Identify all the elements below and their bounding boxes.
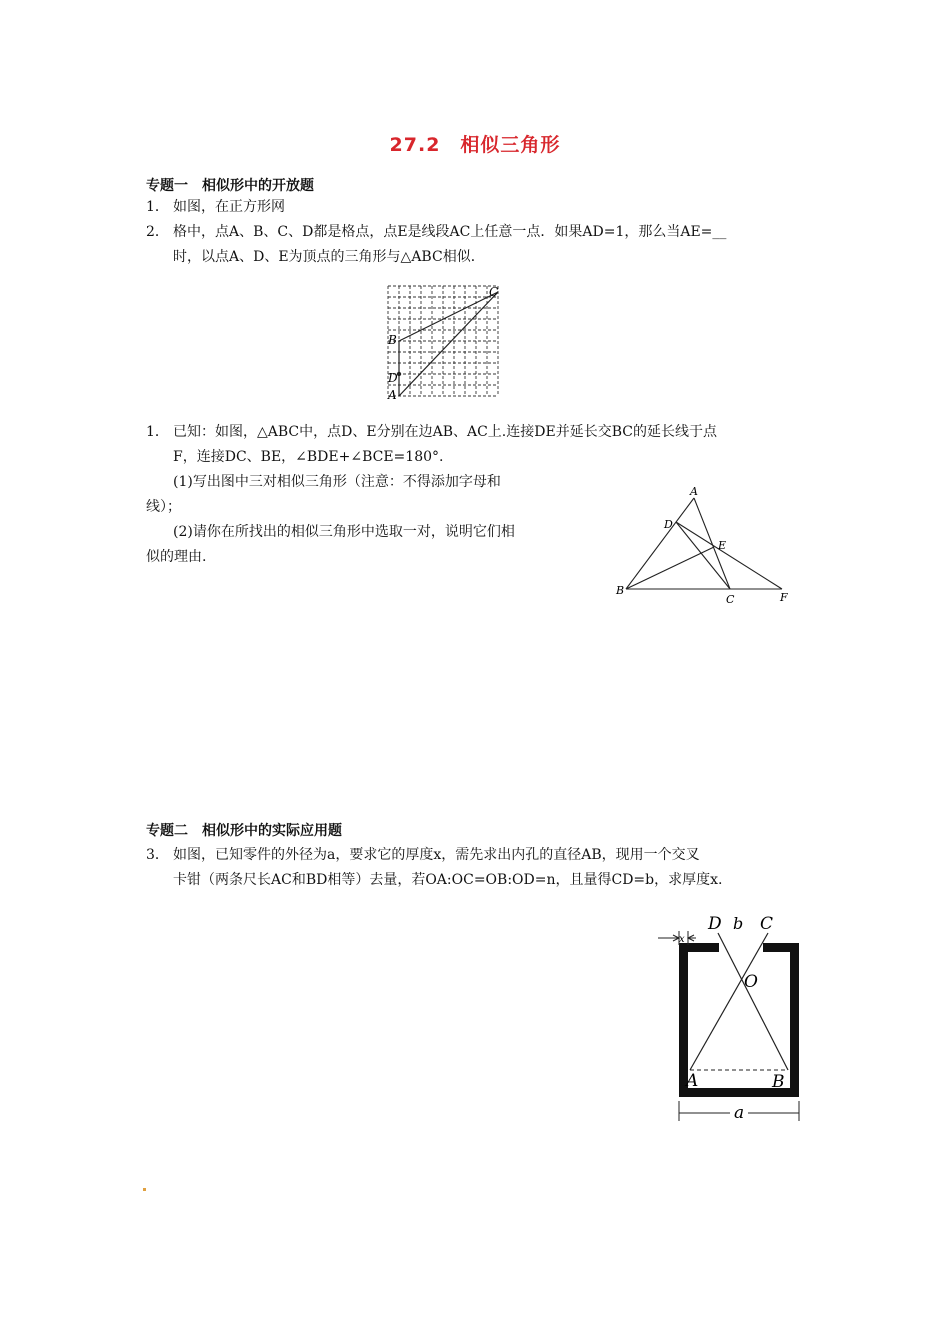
label-d: D (664, 518, 673, 531)
page-title: 27.2 相似三角形 (389, 134, 561, 156)
decorative-dot (143, 1188, 146, 1191)
section-heading-2: 专题二 相似形中的实际应用题 (146, 823, 342, 839)
label-f: F (780, 591, 788, 604)
grid-lines (388, 286, 498, 396)
label-a: A (686, 1071, 699, 1091)
question-text: 已知：如图，△ABC中，点D、E分别在边AB、AC上.连接DE并延长交BC的延长线于点 (173, 424, 717, 440)
question-text: 如图，在正方形网 (173, 199, 285, 215)
question-3-line-2: F，连接DC、BE，∠BDE+∠BCE=180°. (173, 449, 444, 465)
question-4 (146, 845, 700, 865)
triangle-lines (626, 498, 782, 589)
label-b: B (388, 333, 397, 347)
question-3-part-2: (2)请你在所找出的相似三角形中选取一对，说明它们相 (173, 524, 515, 540)
label-o: O (744, 972, 758, 992)
label-b: B (616, 584, 625, 597)
triangle-figure (612, 484, 798, 606)
question-3-part-1: (1)写出图中三对相似三角形（注意：不得添加字母和 (173, 474, 501, 490)
question-2 (146, 222, 726, 242)
question-number: 1． (146, 424, 169, 440)
question-2-line-2: 时，以点A、D、E为顶点的三角形与△ABC相似． (173, 249, 485, 265)
question-text: 格中，点A、B、C、D都是格点，点E是线段AC上任意一点．如果AD=1，那么当AE=__ (173, 224, 727, 240)
label-c: C (726, 593, 735, 606)
label-a-length: a (734, 1103, 745, 1123)
question-number: 3． (146, 847, 169, 863)
grid-figure (384, 282, 506, 404)
question-number: 2． (146, 224, 169, 240)
label-d: D (708, 914, 722, 934)
question-3-part-2-cont: 似的理由. (146, 549, 207, 565)
label-x: x (679, 934, 685, 945)
question-4-line-2: 卡钳（两条尺长AC和BD相等）去量，若OA:OC=OB:OD=n，且量得CD=b，求厚度x. (173, 872, 723, 888)
label-e: E (718, 539, 727, 552)
label-c: C (760, 914, 774, 934)
question-text: 如图，已知零件的外径为a，要求它的厚度x，需先求出内孔的直径AB，现用一个交叉 (173, 847, 700, 863)
thickness-marker (658, 931, 696, 945)
caliper-arms (690, 933, 788, 1070)
label-b-point: B (772, 1072, 785, 1092)
question-number: 1． (146, 199, 169, 215)
label-b: b (733, 914, 744, 933)
question-1 (146, 197, 285, 217)
question-3-part-1-cont: 线）； (146, 499, 181, 515)
label-d: D (388, 371, 398, 385)
label-c: C (489, 285, 499, 299)
label-a: A (690, 485, 698, 498)
caliper-figure (650, 905, 810, 1125)
question-3 (146, 422, 717, 442)
label-a: A (388, 388, 397, 402)
section-heading-1: 专题一 相似形中的开放题 (146, 178, 314, 194)
